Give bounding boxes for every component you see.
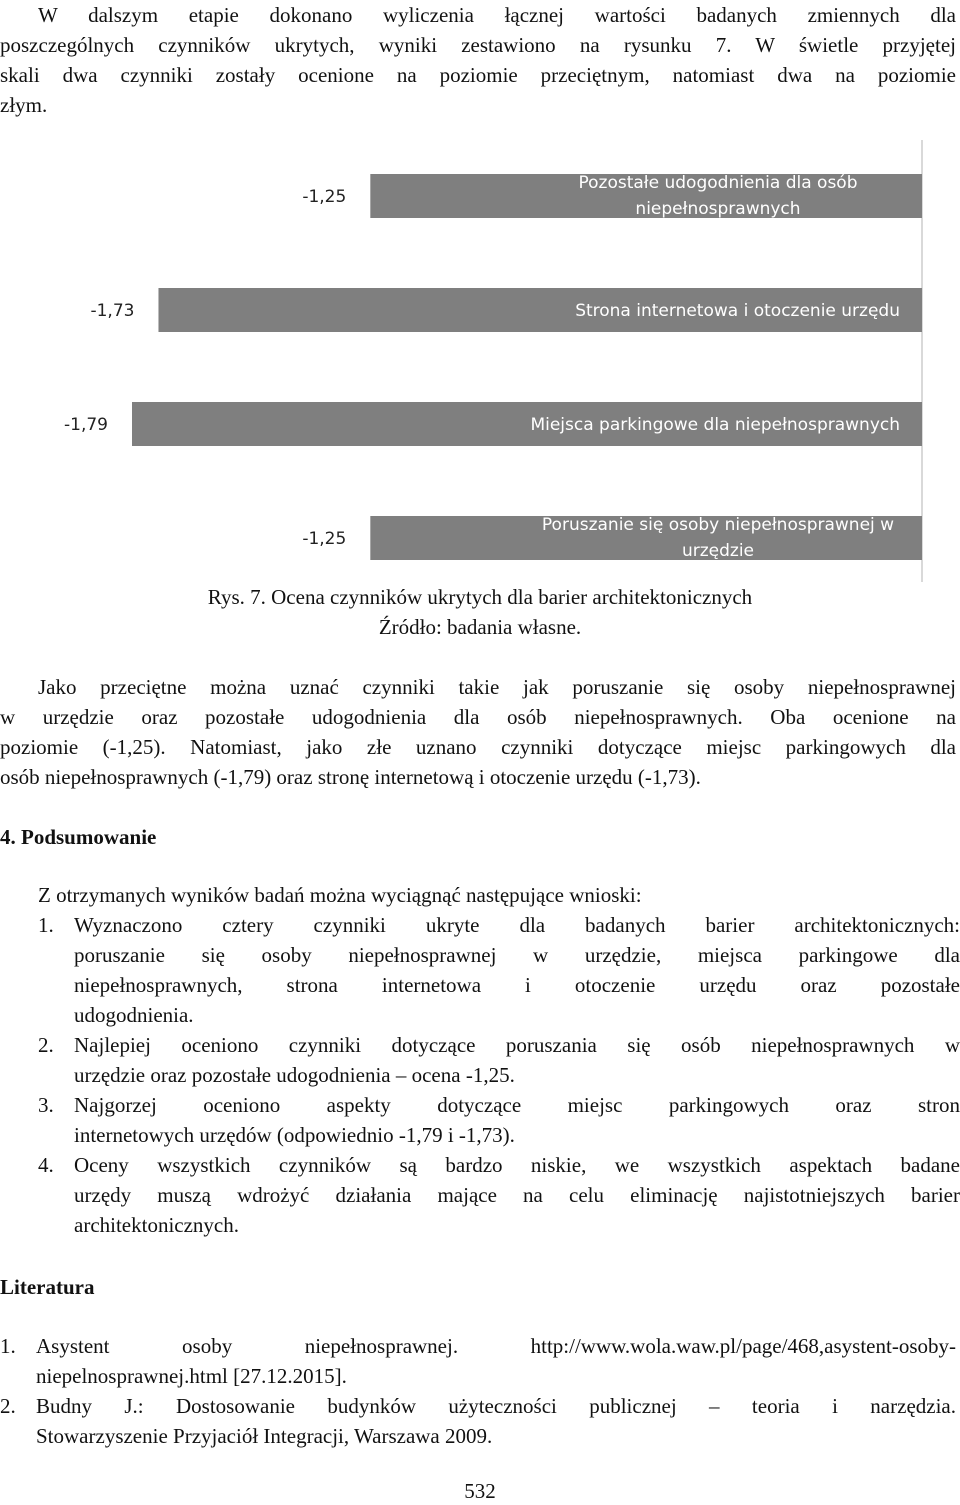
list-item-line: urzędzie oraz pozostałe udogodnienia – ocena -1,25. xyxy=(74,1063,515,1087)
list-item-number: 1. xyxy=(38,913,54,937)
list-item-line: udogodnienia. xyxy=(74,1003,194,1027)
list-item-number: 2. xyxy=(38,1033,54,1057)
chart-marks xyxy=(64,173,922,561)
reference-list xyxy=(0,1331,960,1461)
conclusions-list xyxy=(38,910,960,1240)
intro-line: złym. xyxy=(0,93,48,117)
chart-category-label: Pozostałe udogodnienia dla osób xyxy=(578,173,858,193)
list-item-number: 4. xyxy=(38,1153,54,1177)
chart-value-label: -1,25 xyxy=(302,529,347,549)
list-item-line: Najlepiej oceniono czynniki dotyczące poruszania się osób niepełnosprawnych w xyxy=(74,1033,960,1057)
list-item-line: Wyznaczono cztery czynniki ukryte dla badanych barier architektonicznych: xyxy=(74,913,960,937)
chart-value-label: -1,73 xyxy=(90,301,135,321)
chart-category-label: Miejsca parkingowe dla niepełnosprawnych xyxy=(530,415,900,435)
intro-line: poszczególnych czynników ukrytych, wyniki zestawiono na rysunku 7. W świetle przyjętej xyxy=(0,33,956,57)
bar-chart xyxy=(0,130,960,590)
list-item-line: Najgorzej oceniono aspekty dotyczące miejsc parkingowych oraz stron xyxy=(74,1093,960,1117)
discussion-line: w urzędzie oraz pozostałe udogodnienia dla osób niepełnosprawnych. Oba ocenione na xyxy=(0,705,956,729)
discussion-line: Jako przeciętne można uznać czynniki takie jak poruszanie się osoby niepełnosprawnej xyxy=(38,675,956,699)
intro-line: W dalszym etapie dokonano wyliczenia łącznej wartości badanych zmiennych dla xyxy=(38,3,956,27)
list-item-number: 3. xyxy=(38,1093,54,1117)
reference-line: Budny J.: Dostosowanie budynków użyteczności publicznej – teoria i narzędzia. xyxy=(36,1394,956,1418)
chart-value-label: -1,79 xyxy=(64,415,108,435)
section-intro: Z otrzymanych wyników badań można wyciągnąć następujące wnioski: xyxy=(38,883,642,907)
discussion-line: osób niepełnosprawnych (-1,79) oraz stronę internetową i otoczenie urzędu (-1,73). xyxy=(0,765,701,789)
figure-caption: Rys. 7. Ocena czynników ukrytych dla barier architektonicznych xyxy=(207,585,753,609)
list-item-line: architektonicznych. xyxy=(74,1213,240,1237)
list-item-line: poruszanie się osoby niepełnosprawnej w urzędzie, miejsca parkingowe dla xyxy=(74,943,960,967)
discussion-line: poziomie (-1,25). Natomiast, jako złe uznano czynniki dotyczące miejsc parkingowych dla xyxy=(0,735,956,759)
chart-category-label: Poruszanie się osoby niepełnosprawnej w xyxy=(541,515,895,535)
reference-line: niepelnosprawnej.html [27.12.2015]. xyxy=(36,1364,347,1388)
list-item-line: Oceny wszystkich czynników są bardzo niskie, we wszystkich aspektach badane xyxy=(74,1153,960,1177)
chart-category-label: Strona internetowa i otoczenie urzędu xyxy=(575,301,900,321)
chart-category-label: urzędzie xyxy=(681,541,755,561)
list-item-line: urzędy muszą wdrożyć działania mające na celu eliminację najistotniejszych barier xyxy=(74,1183,960,1207)
figure-source: Źródło: badania własne. xyxy=(378,615,582,639)
reference-number: 2. xyxy=(0,1394,16,1418)
reference-number: 1. xyxy=(0,1334,16,1358)
literature-heading: Literatura xyxy=(0,1275,95,1299)
list-item-line: internetowych urzędów (odpowiednio -1,79 i -1,73). xyxy=(74,1123,515,1147)
section-heading: 4. Podsumowanie xyxy=(0,825,157,849)
intro-line: skali dwa czynniki zostały ocenione na poziomie przeciętnym, natomiast dwa na poziomie xyxy=(0,63,956,87)
chart-category-label: niepełnosprawnych xyxy=(635,199,801,219)
reference-line: Stowarzyszenie Przyjaciół Integracji, Warszawa 2009. xyxy=(36,1424,493,1448)
chart-value-label: -1,25 xyxy=(302,187,347,207)
page-number: 532 xyxy=(464,1479,496,1503)
reference-line: Asystent osoby niepełnosprawnej. http://www.wola.waw.pl/page/468,asystent-osoby- xyxy=(36,1334,956,1358)
list-item-line: niepełnosprawnych, strona internetowa i otoczenie urzędu oraz pozostałe xyxy=(74,973,960,997)
